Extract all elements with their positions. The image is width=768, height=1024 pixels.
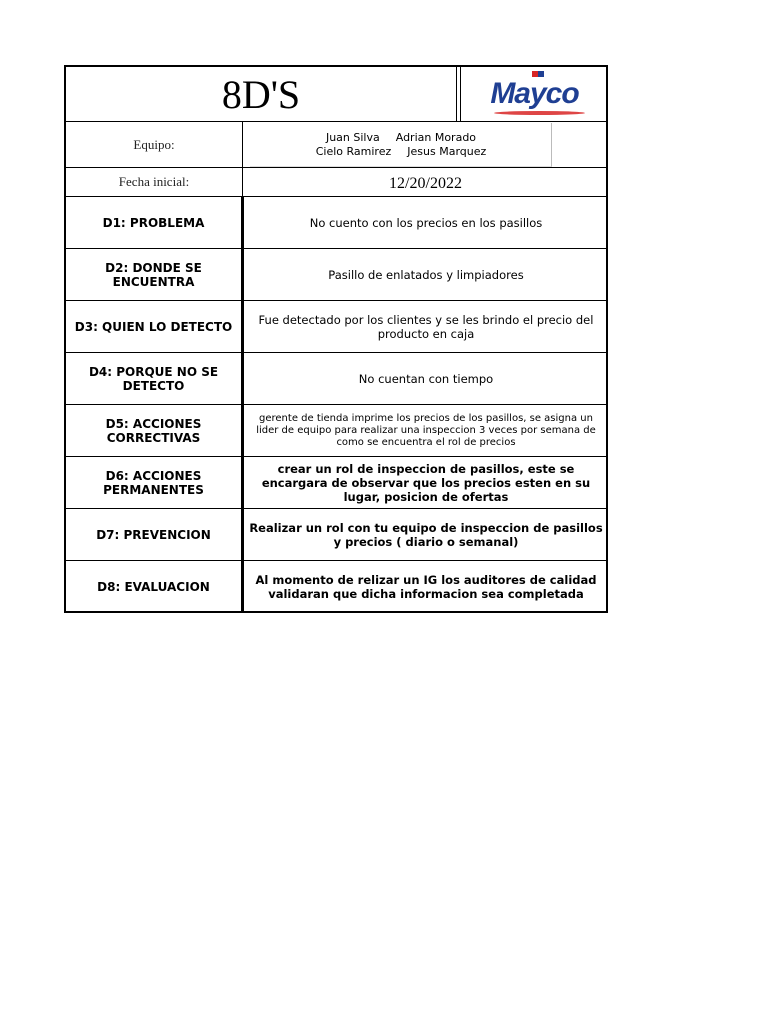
row-label: D2: DONDE SE ENCUENTRA (105, 261, 202, 289)
col-divider (242, 122, 243, 167)
team-member: Cielo Ramirez (315, 145, 392, 158)
date-value: 12/20/2022 (389, 175, 462, 192)
row-value: No cuento con los precios en los pasillos (309, 216, 543, 230)
row-value: Pasillo de enlatados y limpiadores (328, 268, 524, 282)
team-row-1 (326, 131, 476, 145)
row-label: D1: PROBLEMA (102, 216, 205, 230)
logo (461, 67, 608, 121)
row-label: D7: PREVENCION (96, 528, 211, 542)
row-label: D6: ACCIONES PERMANENTES (103, 469, 204, 497)
date-label: Fecha inicial: (118, 174, 190, 189)
team-label: Equipo: (133, 136, 175, 152)
row-label: D8: EVALUACION (97, 580, 210, 594)
team-row-2 (316, 145, 487, 159)
8d-form (64, 65, 608, 613)
mayco-logo (490, 77, 578, 111)
row-value: crear un rol de inspeccion de pasillos, este se encargara de observar que los precios esten en su lugar, posicion de ofertas (261, 462, 591, 504)
row-value: Fue detectado por los clientes y se les brindo el precio del producto en caja (258, 313, 594, 341)
row-value: No cuentan con tiempo (358, 372, 494, 386)
team-members (250, 123, 552, 167)
team-member: Adrian Morado (395, 131, 477, 144)
row-value: Al momento de relizar un IG los auditores de calidad validaran que dicha informacion sea completada (255, 573, 597, 601)
logo-text: Mayco (490, 77, 579, 110)
logo-swoosh (494, 111, 584, 115)
row-value: Realizar un rol con tu equipo de inspeccion de pasillos y precios ( diario o semanal) (249, 521, 603, 549)
label-column-border (241, 197, 244, 613)
row-label: D3: QUIEN LO DETECTO (74, 320, 233, 334)
logo-blue-square (538, 71, 544, 77)
header-divider (456, 67, 457, 121)
team-member: Jesus Marquez (407, 145, 487, 158)
row-label: D5: ACCIONES CORRECTIVAS (105, 417, 202, 445)
form-title: 8D'S (221, 71, 301, 117)
team-member: Juan Silva (325, 131, 380, 144)
row-value: gerente de tienda imprime los precios de los pasillos, se asigna un lider de equipo para realizar una inspeccion 3 veces por semana de como se encuentra el rol de precios (256, 413, 596, 448)
row-label: D4: PORQUE NO SE DETECTO (88, 365, 219, 393)
